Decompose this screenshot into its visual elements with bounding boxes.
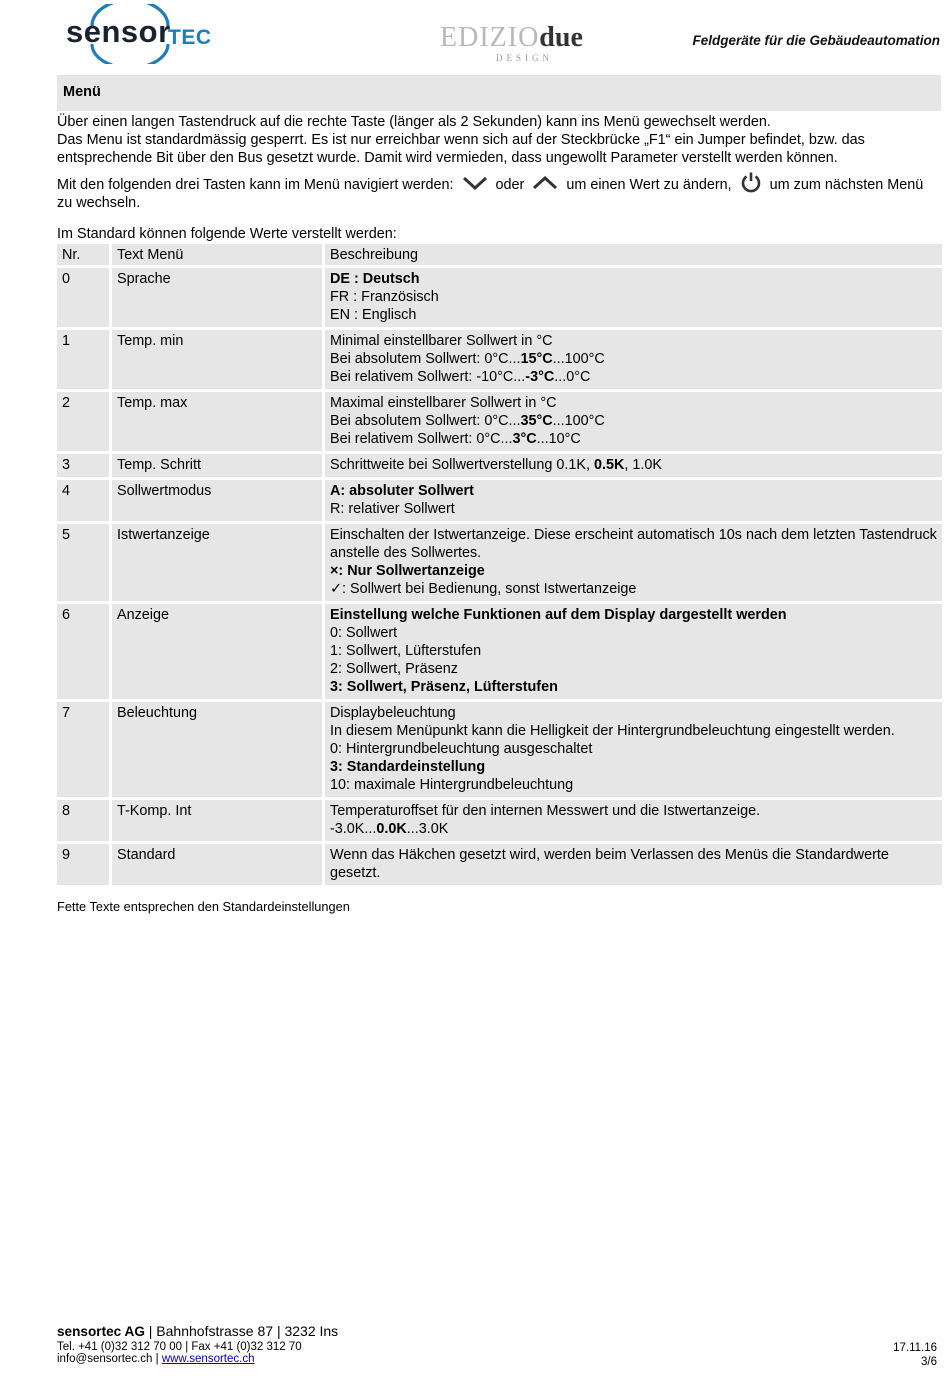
description-line: Temperaturoffset für den internen Messwert und die Istwertanzeige. [330,803,761,819]
row-name: Sprache [112,268,325,327]
nav-text-a: Mit den folgenden drei Tasten kann im Menü navigiert werden: [57,177,454,193]
intro-text [57,113,941,212]
chevron-down-icon [462,173,488,193]
table-row [57,392,942,451]
table-caption: Im Standard können folgende Werte verstellt werden: [57,226,397,242]
logo-text: sensor [66,14,171,49]
brand-design: DESIGN [496,53,553,63]
intro-paragraph-nav [57,171,941,212]
description-line: ×: Nur Sollwertanzeige [330,563,485,579]
row-nr: 7 [57,702,112,797]
row-nr: 8 [57,800,112,841]
description-line: Schrittweite bei Sollwertverstellung 0.1K, 0.5K, 1.0K [330,457,662,473]
nav-text-b: oder [495,177,525,193]
description-line: FR : Französisch [330,289,439,305]
table-row [57,480,942,521]
row-description [325,392,942,451]
description-line: DE : Deutsch [330,271,420,287]
row-name: Temp. min [112,330,325,389]
header-tagline: Feldgeräte für die Gebäudeautomation [692,33,940,48]
table-row [57,524,942,601]
row-name: Temp. Schritt [112,454,325,477]
row-description [325,702,942,797]
edizio-due-logo [440,22,610,66]
page-header [0,0,950,70]
default-value: 15°C [520,351,553,367]
row-description [325,454,942,477]
chevron-up-icon [532,173,558,193]
row-name: Sollwertmodus [112,480,325,521]
row-nr: 9 [57,844,112,885]
table-row [57,844,942,885]
row-nr: 4 [57,480,112,521]
table-row [57,454,942,477]
description-line: Bei relativem Sollwert: 0°C...3°C...10°C [330,431,581,447]
table-row [57,800,942,841]
row-description [325,524,942,601]
nav-text-c: um einen Wert zu ändern, [566,177,732,193]
description-line: Displaybeleuchtung [330,705,456,721]
section-title: Menü [63,84,101,100]
row-name: Beleuchtung [112,702,325,797]
table-header-row [57,244,942,265]
row-nr: 6 [57,604,112,699]
row-nr: 3 [57,454,112,477]
description-line: R: relativer Sollwert [330,501,455,517]
row-name: Istwertanzeige [112,524,325,601]
default-value: 0.0K [376,821,407,837]
description-line: 2: Sollwert, Präsenz [330,661,458,677]
row-nr: 0 [57,268,112,327]
power-icon [740,171,762,193]
description-line: 3: Standardeinstellung [330,759,486,775]
description-line: EN : Englisch [330,307,417,323]
footer-meta [893,1341,937,1369]
footer-date: 17.11.16 [893,1342,937,1354]
footer-phone: Tel. +41 (0)32 312 70 00 | Fax +41 (0)32 312 70 [57,1341,302,1353]
footnote: Fette Texte entsprechen den Standardeinstellungen [57,899,350,914]
row-nr: 1 [57,330,112,389]
description-line: Bei relativem Sollwert: -10°C...-3°C...0°C [330,369,591,385]
default-value: 35°C [520,413,553,429]
sensortec-logo [62,4,212,66]
page-footer [57,1323,941,1368]
row-name: Temp. max [112,392,325,451]
intro-paragraph-2: Das Menu ist standardmässig gesperrt. Es ist nur erreichbar wenn sich auf der Steckbrücke „F1“ ein Jumper befindet, bzw. das entsprechende Bit über den Bus gesetzt wurde. Damit wird vermieden, dass ungewollt Parameter verstellt werden können. [57,132,865,166]
description-line: 1: Sollwert, Lüfterstufen [330,643,482,659]
footer-email: info@sensortec.ch | [57,1353,159,1365]
default-value: 0.5K [593,457,625,473]
description-line: Einschalten der Istwertanzeige. Diese erscheint automatisch 10s nach dem letzten Tastendruck anstelle des Sollwertes. [330,527,937,561]
description-line: In diesem Menüpunkt kann die Helligkeit der Hintergrundbeleuchtung eingestellt werden. [330,723,895,739]
menu-table [57,241,942,888]
nav-text-d: um zum nächsten Menü zu wechseln. [57,177,924,211]
footer-contact-line [57,1353,941,1365]
logo-text-tec: TEC [168,26,212,49]
header-text-menu: Text Menü [112,244,325,265]
description-line: Minimal einstellbarer Sollwert in °C [330,333,553,349]
section-heading [57,75,941,111]
intro-paragraph-1: Über einen langen Tastendruck auf die rechte Taste (länger als 2 Sekunden) kann ins Menü gewechselt werden. [57,114,771,130]
row-nr: 2 [57,392,112,451]
footer-address: | Bahnhofstrasse 87 | 3232 Ins [148,1323,339,1339]
row-description [325,330,942,389]
description-line: Einstellung welche Funktionen auf dem Display dargestellt werden [330,607,787,623]
table-row [57,604,942,699]
row-description [325,480,942,521]
description-line: -3.0K...0.0K...3.0K [330,821,449,837]
row-nr: 5 [57,524,112,601]
row-description [325,800,942,841]
row-description [325,844,942,885]
footer-company-line [57,1323,941,1339]
description-line: 3: Sollwert, Präsenz, Lüfterstufen [330,679,558,695]
description-line: Maximal einstellbarer Sollwert in °C [330,395,557,411]
row-description [325,268,942,327]
description-line: 10: maximale Hintergrundbeleuchtung [330,777,574,793]
table-row [57,330,942,389]
row-name: Standard [112,844,325,885]
footer-company: sensortec AG [57,1324,145,1339]
description-line: Bei absolutem Sollwert: 0°C...35°C...100°C [330,413,605,429]
brand-edizio: EDIZIO [440,22,540,53]
brand-due: due [539,22,583,53]
row-description [325,604,942,699]
row-name: Anzeige [112,604,325,699]
header-nr: Nr. [57,244,112,265]
description-line: 0: Sollwert [330,625,398,641]
default-value: -3°C [525,369,555,385]
description-line: A: absoluter Sollwert [330,483,474,499]
default-value: 3°C [512,431,537,447]
table-row [57,702,942,797]
description-line: Wenn das Häkchen gesetzt wird, werden beim Verlassen des Menüs die Standardwerte gesetzt. [330,847,889,881]
footer-website-link[interactable]: www.sensortec.ch [161,1353,255,1365]
table-row [57,268,942,327]
page-number: 3/6 [921,1356,937,1368]
row-name: T-Komp. Int [112,800,325,841]
description-line: ✓: Sollwert bei Bedienung, sonst Istwertanzeige [330,581,637,597]
header-beschreibung: Beschreibung [325,244,942,265]
description-line: Bei absolutem Sollwert: 0°C...15°C...100°C [330,351,605,367]
description-line: 0: Hintergrundbeleuchtung ausgeschaltet [330,741,593,757]
